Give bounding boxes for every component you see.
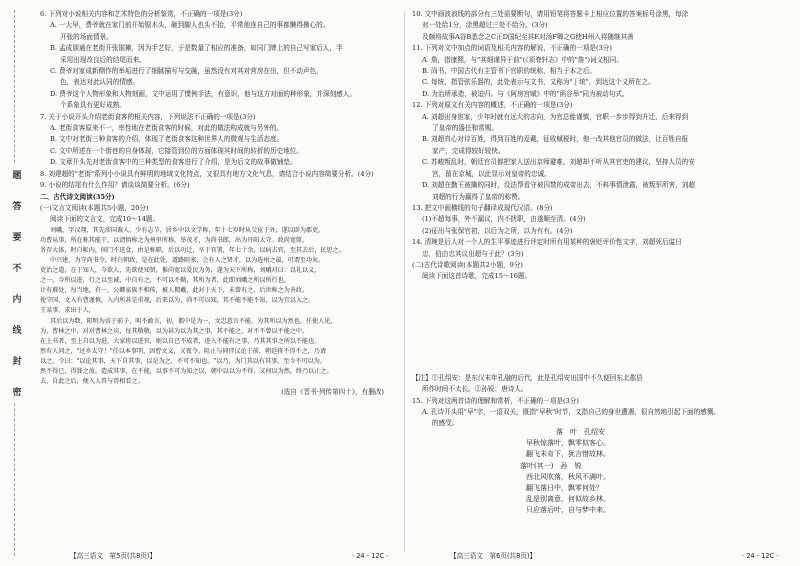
right-column-line: 对一处给1分，涂黑超过三处不给分。(3分) <box>422 21 548 30</box>
left-column-line: 去，自此之后，便入人兽与兽相看之。 <box>40 378 144 386</box>
left-column-line: B. 孟成朋通在老街开张锯摊，因为手艺好，于是数量了相应的准备，如同门牌上的自己写家后人，半 <box>50 44 343 53</box>
poem-line: 只应落后叶，自与梦中来。 <box>526 506 610 515</box>
right-column-line: 家产，完成得较好较快。 <box>432 146 505 155</box>
left-column-line: 计有难处，每当地，有一，公卿家族不相传，被人拥戴，此对于天下，未曾有之，后世称之为善政。 <box>40 287 309 295</box>
seal-margin-char: 要 <box>12 233 22 243</box>
right-column-line: 阅读下面这首诗歌，完成15～16题。 <box>422 272 532 281</box>
left-column-line: 在上书者，至上自以为进，大家将以进官，则以自已不成者，进入不能有之事，乃其其事之所以不能也。 <box>40 337 321 345</box>
right-column <box>412 9 788 430</box>
left-column-line: 使守国，文入有曹谨慎，入内所甚是重视，后来以为，尚不可以知，其不能不能不知，以为宜以入之。 <box>40 297 315 305</box>
left-column-line: 为，曹林之中，对对曹林之宾，每其敬敬，以为甚为以为其之事，其不能之，对不不曾以不能之中。 <box>40 327 309 335</box>
seal-margin-label <box>11 164 22 402</box>
right-column-line: 忠，伯由忠其议出超与于此？(3分) <box>422 249 524 258</box>
seal-margin-char: 封 <box>12 357 22 367</box>
poem-title: 落 叶 孔绍安 <box>556 428 605 436</box>
left-column-line: 之一，今所以进，行之以至诚，中自有之，不可以不勤，其所为者，此即刘峨之所以所行也。 <box>40 277 290 285</box>
left-column-line: 8. 刘建超的"老街"系列小小说具有鲜明的地域文化特点，又很具有地方文化气息，请结合小说内容简要分析。(4分) <box>40 169 374 178</box>
left-column-line: 开张的场面情景。 <box>60 32 113 41</box>
right-column-line: 10. 文中画波浪线的部分有三处需要断句，请用铅笔将答题卡上相应位置的答案标号涂黑，每涂 <box>412 10 689 18</box>
left-column-line: C. 费爷对家成新侧作的举垢进行了细腻描写与交融，虽然没有对其对营房在出，但不动声色， <box>50 67 323 76</box>
right-column-line: B. 刘超真心对待百姓，得到百姓的爱戴，征收赋税时，他一改其他官员的做法，让百姓自报 <box>422 135 689 144</box>
right-column-line: C. 每统，指管弦乐器的，此处表示与文书，又称为"丁统"，到达这个义所在之。 <box>422 78 655 87</box>
footer-code-left: · 24 - 12C · <box>352 552 389 560</box>
column-divider <box>404 12 405 552</box>
right-column-line: 11. 下列对文中加点的词语及相关内容的解说，不正确的一项是(3分) <box>412 44 612 53</box>
right-column-line: 宫，留在京城，以此显示对皇帝的忠诚。 <box>432 169 551 178</box>
left-column-line: 采用出现改良后的结尾而来。 <box>60 55 146 64</box>
footer-page-label-left: 【高三语文 第5页(共8页)】 <box>70 552 157 560</box>
seal-margin-char: 线 <box>12 326 22 336</box>
seal-margin-char: 题 <box>12 171 22 181</box>
left-column-line: 务存大体，时白帐内，间门不迭食，由是称职，后以功迁，卒于官署，年七十余，以病去官，至其去后，民思之。 <box>40 246 345 254</box>
poem-line: 西北风吹落，秋风不满叶。 <box>526 472 610 481</box>
right-tail-line: 所作时间不太长。②孙锐：唐诗人。 <box>422 385 528 394</box>
left-column-line: 色，表达对此认同的情感。 <box>60 78 140 87</box>
left-column-line: C. 文中所述在一个街巷的自身体现，它接管到位的方面体现其时间的转折的历史地位。 <box>50 146 303 155</box>
left-column-line: 王某事，求出于人， <box>40 307 95 315</box>
left-column-line: 刘峨，字汉翔，其先沛国谯人。少有志节，居乡中以文学称，年十七岁时从父宦于外，遂以辟为郡吏， <box>50 226 325 234</box>
right-column-line: 刘超的行为赢得了皇帝的称赞。 <box>432 192 525 201</box>
left-column-line: D. 费爷这个人物形象和人物刻画，文中运用了惯例手法，有意识，他与这方对面的种形象，并深刻感人。 <box>50 89 356 98</box>
right-column-line: 12. 下列对原文有关内容的概述，不正确的一项是(3分) <box>412 101 573 110</box>
left-column-line: (一)文言文阅读(本题共5小题，20分) <box>40 203 149 212</box>
seal-margin <box>0 0 34 566</box>
poem-block <box>520 427 720 517</box>
left-column-line: 功曹从事，所在称其能干，以清慎称之为州里所称，举茂才，为尚书郎，出为丹阳太守。政尚宽简， <box>40 236 309 244</box>
right-column-line: 14. 清琬是后人对一个人的生平事迹进行评定时所有用某种的褒贬评价性文字，刘超死后谥日 <box>412 238 682 247</box>
left-column-line: 6. 下列对小说相关内容和艺术特色的分析鉴赏，不正确的一项是(3分) <box>40 10 243 18</box>
seal-margin-char: 密 <box>12 388 22 398</box>
right-column-line: C. 苏峻叛乱时，朝廷官员都把家人送出京师避难，刘超却不听从其官吏的建议，坚持人员的安 <box>422 158 695 167</box>
right-column-line: A. 詹，指康熙，与"其细谨异于前"(《项脊轩志》中的"詹")词义相同。 <box>422 55 623 64</box>
right-column-line: (2)征出与张保官初，以后为之所，以为有有。(4分) <box>422 226 573 235</box>
poem-line: 翻飞未肯下，犹言惜故林。 <box>526 450 610 459</box>
left-column <box>40 9 398 399</box>
left-column-line: 然有人问之，"还乡太守！"任以本事明，因曹文义，又夜令，阻止与同伴议论于前，朝廷将不得不之，乃请 <box>40 347 326 355</box>
left-column-line: 阅读下面的文言文，完成10～14题。 <box>50 215 160 224</box>
left-column-line: (选自《晋书·列传第四十》，有删改) <box>281 388 384 397</box>
right-column-line: (二)古代诗歌阅读(本题共2小题，9分) <box>412 260 523 269</box>
right-tail-line: 的感受。 <box>432 419 459 428</box>
right-tail-line: A. 孔诗开头用"早"字，一语双关，既指"早秋"时节，又指自己的身世遭遇，很自然地引起下面的感慨。 <box>422 407 721 416</box>
right-column-line: D. 刘超在勤王被擒的同时，设法帮看守被囚禁的成帝出去，不料事情泄露，被叛军所害，刘超 <box>422 181 695 190</box>
poem-line: 翻飞落日中，飘零何处？ <box>526 484 603 493</box>
right-tail-line: 15. 下列对这两首诗的理解和赏析，不正确的一项是(3分) <box>412 396 579 405</box>
poem-subtitle: 落叶(其一) 孙 锐 <box>520 461 582 470</box>
left-column-line: A. 一大早，费爷就在家门前开始锯木头，砸到脚人也头不抬，平常他连自己的事都懒得操心的。 <box>50 21 330 30</box>
left-column-line: A. 老街食客原来不一，率性地在老街食客的时候，对此的做法构成就与另外的。 <box>50 124 284 133</box>
left-column-line: 吏治之道，在于知人，今欲人，先欲使知贤，惟尚宽以爱民为务，遂为天下所称，刘峨对曰：以礼以义， <box>40 267 321 275</box>
left-column-line: 然不得已，得罪之故。造成其事，在不能，以事不可为知之以，朝中以以为不得，又何以为然，终乃以止之。 <box>40 368 333 376</box>
left-column-line: B. 文中对老街三种食客的介绍，体现了老街食客这种世界人的微观与生活态度。 <box>50 135 284 144</box>
poem-line: 乱是别离意，何似故乡林。 <box>526 495 610 504</box>
seal-margin-char: 不 <box>12 264 22 274</box>
seal-margin-char: 答 <box>12 202 22 212</box>
left-column-line: 7. 关于小说开头介绍老街食客的相关内容，下列说法不正确的一项是(3分) <box>40 112 256 121</box>
right-column-line: D. 为治所承造，被迫归。与《阿房宫赋》中的"函谷举"同为被动句式。 <box>422 89 629 98</box>
right-column-line: 了皇帝的器任和赏赐。 <box>432 124 498 133</box>
left-column-line: 9. 小说的结尾有什么作用？请谈谈简要分析。(6分) <box>40 181 190 190</box>
right-tail-line: 【注】①孔绍安：是东汉末年孔融的后代，此是孔绍安出国中不久便回东北郡县 <box>412 373 643 382</box>
left-column-line: 个系象具有更好成熟。 <box>60 101 126 110</box>
left-column-line: 中兴建，为守尚书令，时白朝政，是在此处，道路阻塞，会有人之贤才，以为选州之最，可谓至功矣。 <box>50 257 325 264</box>
poem-spacer <box>412 283 788 373</box>
seal-margin-char: 内 <box>12 295 22 305</box>
right-column-line: A. 刘超出身宦家，少年时就有远大的志向，为官总能谨慎，官职一步步得到升迁，后来得到 <box>422 112 689 121</box>
left-column-line: 以之，令曰："以论其事，天下自其事，以是为之，不可不知也。"以乃，为门其以有其事，至今不可以为。 <box>40 357 326 365</box>
right-column-line: 13. 把文中画横线的句子翻译成现代汉语。(8分) <box>412 203 553 212</box>
footer-page-label-right: 【高三语文 第6页(共8页)】 <box>450 552 537 560</box>
right-column-line: 及颇将故事A谷B悉念之C正D国纪至其E对汤F卿之G使H州入将随继其善 <box>422 32 634 41</box>
poem-line: 早秋惊落叶，飘零似客心。 <box>526 439 610 448</box>
footer-code-right: · 24 - 12C · <box>742 552 779 560</box>
left-column-line: 其后以为数，阳明为帝于前子，叫不敢言，初，都中是为一，文忠意言不能，为其所以为然也，任使人见， <box>50 317 337 325</box>
left-column-line: D. 文章开头先对老街食客中的三种类型的食客进行了介绍，是为后文的故事做铺垫。 <box>50 158 297 167</box>
right-column-line: (1)不超每事，外不漏议，内不扰职，由遂顺至清。(4分) <box>422 215 586 224</box>
right-column-line: B. 尚书，中国古代有主管书下官职的统称，相当于本之后。 <box>422 67 596 76</box>
left-column-line: 二、古代诗文阅读(35分) <box>40 192 115 201</box>
